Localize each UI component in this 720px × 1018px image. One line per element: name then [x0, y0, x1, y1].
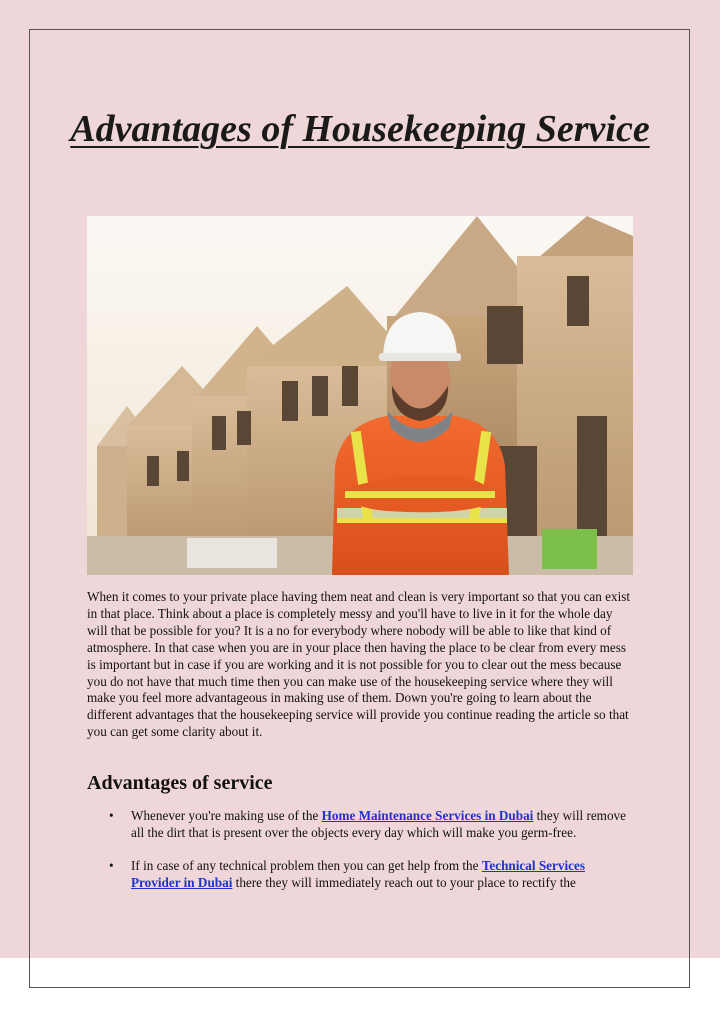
bullet-icon: •: [109, 808, 114, 823]
technical-services-link[interactable]: Technical Services Provider in Dubai: [131, 857, 585, 890]
bullet-icon: •: [109, 857, 114, 873]
list-item: [87, 808, 633, 842]
bullet-text-after: they will remove all the dirt that is present over the objects every day which will make you germ-free.: [131, 808, 626, 840]
document-title: Advantages of Housekeeping Service: [70, 108, 650, 150]
bullet-text-after: there they will immediately reach out to your place to rectify the: [232, 874, 576, 890]
advantages-list: [87, 808, 633, 908]
intro-paragraph: When it comes to your private place having them neat and clean is very important so that you can exist in that place. Think about a place is completely messy and you'll have to live in it for the whole day will that be possible for you? It is a no for everybody where nobody will be able to like that kind of atmosphere. In that case when you are in your place then having the place to be clear from every mess is important but in case if you are working and it is not possible for you to clear out the mess because you do not have that much time then you can make use of the housekeeping service where they will make you feel more advantageous in making use of them. Down you're going to learn about the different advantages that the housekeeping service will provide you continue reading the article so that you can get some clarity about it.: [87, 589, 631, 740]
bullet-text-before: Whenever you're making use of the: [131, 808, 322, 823]
list-item: [87, 858, 633, 892]
hero-image: [87, 216, 633, 575]
section-heading: Advantages of service: [87, 772, 273, 794]
construction-worker-photo-icon: [87, 216, 633, 575]
bullet-text-before: If in case of any technical problem then you can get help from the: [131, 857, 482, 873]
home-maintenance-link[interactable]: Home Maintenance Services in Dubai: [321, 808, 534, 823]
